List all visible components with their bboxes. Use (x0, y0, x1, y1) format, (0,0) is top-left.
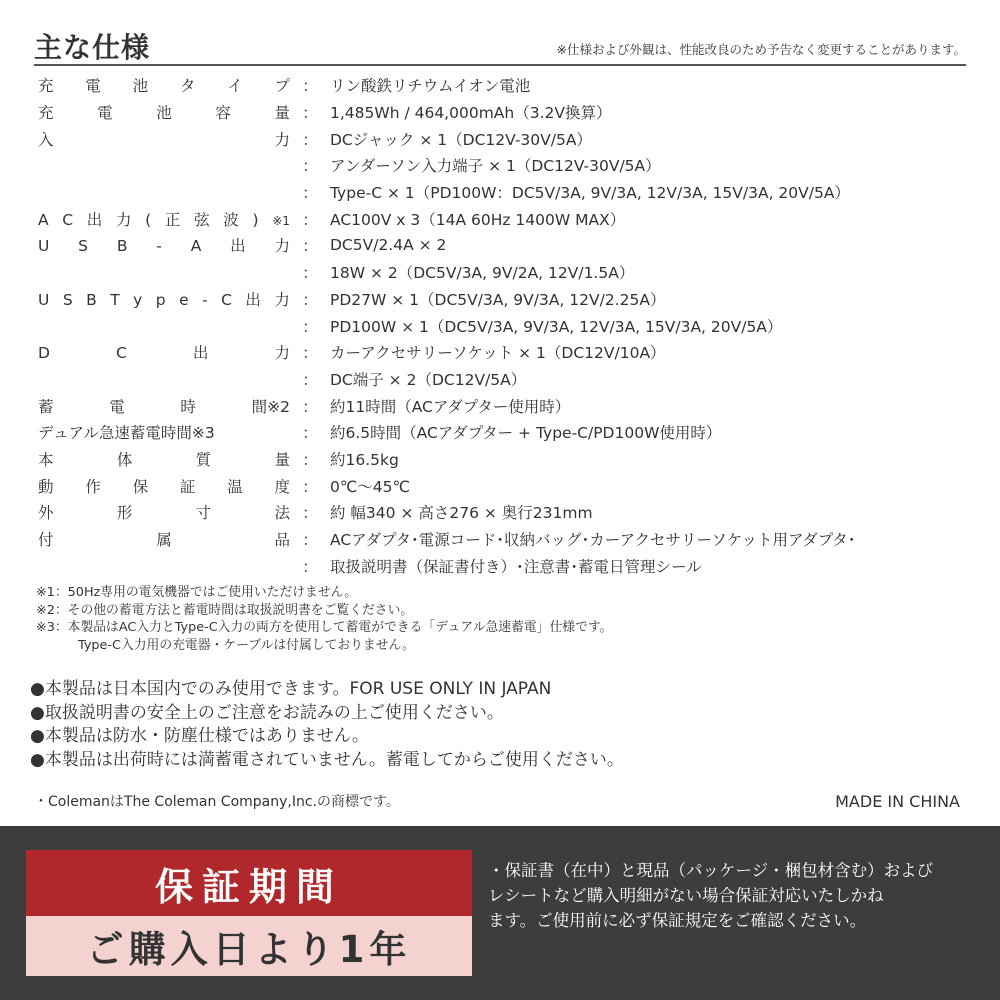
spec-colon: ： (302, 104, 318, 123)
spec-row (38, 152, 968, 179)
spec-label-char: B (116, 237, 128, 256)
spec-row (38, 526, 968, 553)
spec-label-char: - (156, 237, 162, 256)
spec-label-char: 電 (97, 104, 113, 123)
spec-label-char: 充 (38, 77, 54, 96)
spec-label-char: 量 (274, 450, 290, 469)
warranty-note-line: レシートなど購入明細がない場合保証対応いたしかね (488, 886, 884, 905)
spec-value: DC端子 × 2（DC12V/5A） (330, 370, 527, 389)
warranty-box (26, 850, 472, 976)
spec-label (38, 101, 290, 123)
spec-label-char: 正 (164, 210, 181, 229)
spec-value: AC100V x 3（14A 60Hz 1400W MAX） (330, 210, 626, 229)
spec-label-char: 蓄 (38, 397, 54, 416)
spec-label-char: 保 (132, 477, 149, 496)
spec-change-notice: ※仕様および外観は、性能改良のため予告なく変更することがあります。 (556, 42, 966, 57)
spec-label (38, 208, 290, 230)
spec-row (38, 419, 968, 446)
spec-colon: ： (302, 531, 318, 550)
spec-label-char: 度 (274, 477, 290, 496)
spec-label-char: 波 (223, 210, 239, 229)
spec-row (38, 205, 968, 232)
spec-label (38, 128, 290, 150)
spec-label-char: C (116, 344, 127, 363)
spec-row (38, 446, 968, 473)
spec-label-char: A (38, 210, 49, 229)
spec-colon: ： (302, 477, 318, 496)
spec-label-char: 力 (274, 344, 290, 363)
spec-label-char: 属 (156, 531, 172, 550)
spec-label (38, 288, 290, 310)
spec-label-char: C (62, 210, 74, 229)
spec-value: アンダーソン入力端子 × 1（DC12V-30V/5A） (330, 157, 661, 176)
spec-label-char: 付 (38, 531, 54, 550)
spec-colon: ： (302, 237, 318, 256)
spec-label-char: 間※2 (251, 397, 290, 416)
spec-label-char: 質 (195, 450, 212, 469)
spec-colon: ： (302, 397, 318, 416)
spec-label-char: 寸 (195, 504, 212, 523)
spec-label-char: U (38, 290, 50, 309)
spec-label-char: ) (252, 210, 259, 229)
spec-colon: ： (302, 370, 318, 389)
spec-table (38, 72, 968, 579)
spec-label (38, 421, 290, 443)
caution-item: ●本製品は防水・防塵仕様ではありません。 (30, 726, 369, 746)
spec-colon: ： (302, 157, 318, 176)
spec-label (38, 234, 290, 256)
spec-row (38, 339, 968, 366)
spec-value: PD100W × 1（DC5V/3A, 9V/3A, 12V/3A, 15V/3A, 20V/5A） (330, 317, 783, 336)
spec-label-char: 法 (274, 504, 290, 523)
spec-colon: ： (302, 317, 318, 336)
spec-label-char: 池 (132, 77, 149, 96)
caution-item: ●本製品は出荷時には満蓄電されていません。蓄電してからご使用ください。 (30, 749, 624, 770)
spec-colon: ： (302, 184, 318, 203)
spec-label-char: イ (227, 77, 243, 96)
spec-label (38, 501, 290, 523)
spec-label-char: 弦 (194, 210, 210, 229)
spec-row (38, 232, 968, 259)
spec-label-char: D (38, 344, 50, 363)
spec-row (38, 125, 968, 152)
spec-colon: ： (302, 344, 318, 363)
spec-row (38, 259, 968, 286)
header (34, 26, 966, 64)
spec-label-char: 体 (116, 450, 133, 469)
spec-label-char: y (133, 290, 143, 309)
spec-row (38, 72, 968, 99)
spec-value: 18W × 2（DC5V/3A, 9V/2A, 12V/1.5A） (330, 264, 635, 283)
spec-label-char: T (110, 290, 120, 309)
spec-label-char: 池 (156, 104, 172, 123)
spec-value: Type-C × 1（PD100W：DC5V/3A, 9V/3A, 12V/3A, 15V/3A, 20V/5A） (330, 184, 850, 203)
spec-label-char: ※1 (272, 213, 290, 228)
spec-label-char: 本 (38, 450, 54, 469)
spec-label-char: 力 (115, 210, 132, 229)
spec-label (38, 74, 290, 96)
spec-value: DCジャック × 1（DC12V-30V/5A） (330, 130, 592, 149)
spec-row (38, 366, 968, 393)
spec-value: 1,485Wh / 464,000mAh（3.2V換算） (330, 104, 612, 123)
spec-label (38, 448, 290, 470)
spec-colon: ： (302, 557, 318, 576)
header-divider (34, 64, 966, 66)
caution-item: ●本製品は日本国内でのみ使用できます。FOR USE ONLY IN JAPAN (30, 679, 552, 699)
spec-label-char: 充 (38, 104, 54, 123)
spec-label-char: B (86, 290, 97, 309)
spec-value: 約6.5時間（ACアダプター + Type-C/PD100W使用時） (330, 424, 722, 443)
spec-value: 約11時間（ACアダプター使用時） (330, 397, 571, 416)
spec-label-char: 温 (227, 477, 243, 496)
spec-value: PD27W × 1（DC5V/3A, 9V/3A, 12V/2.25A） (330, 290, 666, 309)
spec-row (38, 392, 968, 419)
spec-label-char: 時 (180, 397, 196, 416)
spec-value: カーアクセサリーソケット × 1（DC12V/10A） (330, 344, 666, 363)
spec-label-char: 量 (274, 104, 290, 123)
spec-colon: ： (302, 264, 318, 283)
spec-label-char: C (221, 290, 232, 309)
footnote-2: ※2：その他の蓄電方法と蓄電時間は取扱説明書をご覧ください。 (36, 602, 414, 618)
caution-item: ●取扱説明書の安全上のご注意をお読みの上ご使用ください。 (30, 702, 504, 723)
spec-label-char: 品 (274, 531, 290, 550)
spec-label-char: - (202, 290, 208, 309)
spec-label-char: 容 (215, 104, 231, 123)
spec-label-char: 出 (192, 344, 209, 363)
spec-label-char: デュアル急速蓄電時間※3 (38, 424, 215, 443)
spec-label-char: 出 (245, 290, 261, 309)
spec-row (38, 499, 968, 526)
warranty-note (488, 858, 978, 933)
spec-row (38, 472, 968, 499)
spec-value: 取扱説明書（保証書付き）･注意書･蓄電日管理シール (330, 557, 702, 576)
spec-label-char: タ (179, 77, 196, 96)
spec-colon: ： (302, 290, 318, 309)
trademark-note: ・ColemanはThe Coleman Company,Inc.の商標です。 (34, 794, 400, 810)
spec-colon: ： (302, 450, 318, 469)
footnote-3-continued: Type-C入力用の充電器・ケーブルは付属しておりません。 (78, 637, 415, 653)
spec-row (38, 312, 968, 339)
spec-label-char: U (38, 237, 50, 256)
spec-row (38, 179, 968, 206)
spec-colon: ： (302, 424, 318, 443)
caution-list (30, 678, 624, 772)
spec-row (38, 286, 968, 313)
spec-value: DC5V/2.4A × 2 (330, 236, 447, 255)
spec-row (38, 552, 968, 579)
spec-colon: ： (302, 77, 318, 96)
warranty-period: ご購入日より1年 (26, 916, 472, 976)
spec-colon: ： (302, 130, 318, 149)
page-title: 主な仕様 (34, 31, 151, 64)
spec-label (38, 341, 290, 363)
spec-label-char: ( (145, 210, 152, 229)
spec-label-char: 出 (230, 237, 246, 256)
warranty-title: 保証期間 (26, 850, 472, 916)
spec-colon: ： (302, 210, 318, 229)
spec-label-char: A (190, 237, 202, 256)
spec-value: 約16.5kg (330, 450, 399, 469)
spec-row (38, 99, 968, 126)
spec-label-char: 外 (38, 504, 54, 523)
warranty-note-line: ます。ご使用前に必ず保証規定をご確認ください。 (488, 911, 867, 930)
spec-label-char: 電 (85, 77, 101, 96)
spec-label-char: S (62, 290, 73, 309)
spec-value: 約 幅340 × 高さ276 × 奥行231mm (330, 504, 593, 523)
footnote-1: ※1：50Hz専用の電気機器ではご使用いただけません。 (36, 585, 357, 600)
spec-label-char: 作 (85, 477, 101, 496)
spec-label-char: 形 (116, 504, 133, 523)
spec-value: ACアダプタ･電源コード･収納バッグ･カーアクセサリーソケット用アダプタ･ (330, 531, 856, 550)
warranty-note-line: ・保証書（在中）と現品（パッケージ・梱包材含む）および (488, 861, 934, 880)
spec-label-char: 力 (274, 290, 290, 309)
spec-value: リン酸鉄リチウムイオン電池 (330, 77, 531, 96)
spec-label-char: e (179, 290, 189, 309)
spec-label-char: p (155, 290, 166, 309)
spec-label-char: プ (274, 77, 290, 96)
footnote-3: ※3：本製品はAC入力とType-C入力の両方を使用して蓄電ができる「デュアル急速蓄電」仕様です。 (36, 620, 613, 635)
spec-label (38, 395, 290, 417)
spec-label-char: 入 (38, 130, 54, 149)
spec-label (38, 528, 290, 550)
spec-label-char: 動 (38, 477, 54, 496)
spec-label-char: 出 (86, 210, 103, 229)
made-in-label: MADE IN CHINA (835, 792, 960, 811)
spec-label-char: 電 (109, 397, 125, 416)
footnotes (36, 584, 612, 654)
spec-label (38, 475, 290, 497)
spec-value: 0℃～45℃ (330, 477, 410, 496)
spec-label-char: S (78, 237, 89, 256)
spec-label-char: 力 (274, 130, 290, 149)
spec-label-char: 証 (179, 477, 196, 496)
spec-colon: ： (302, 504, 318, 523)
spec-label-char: 力 (274, 237, 290, 256)
